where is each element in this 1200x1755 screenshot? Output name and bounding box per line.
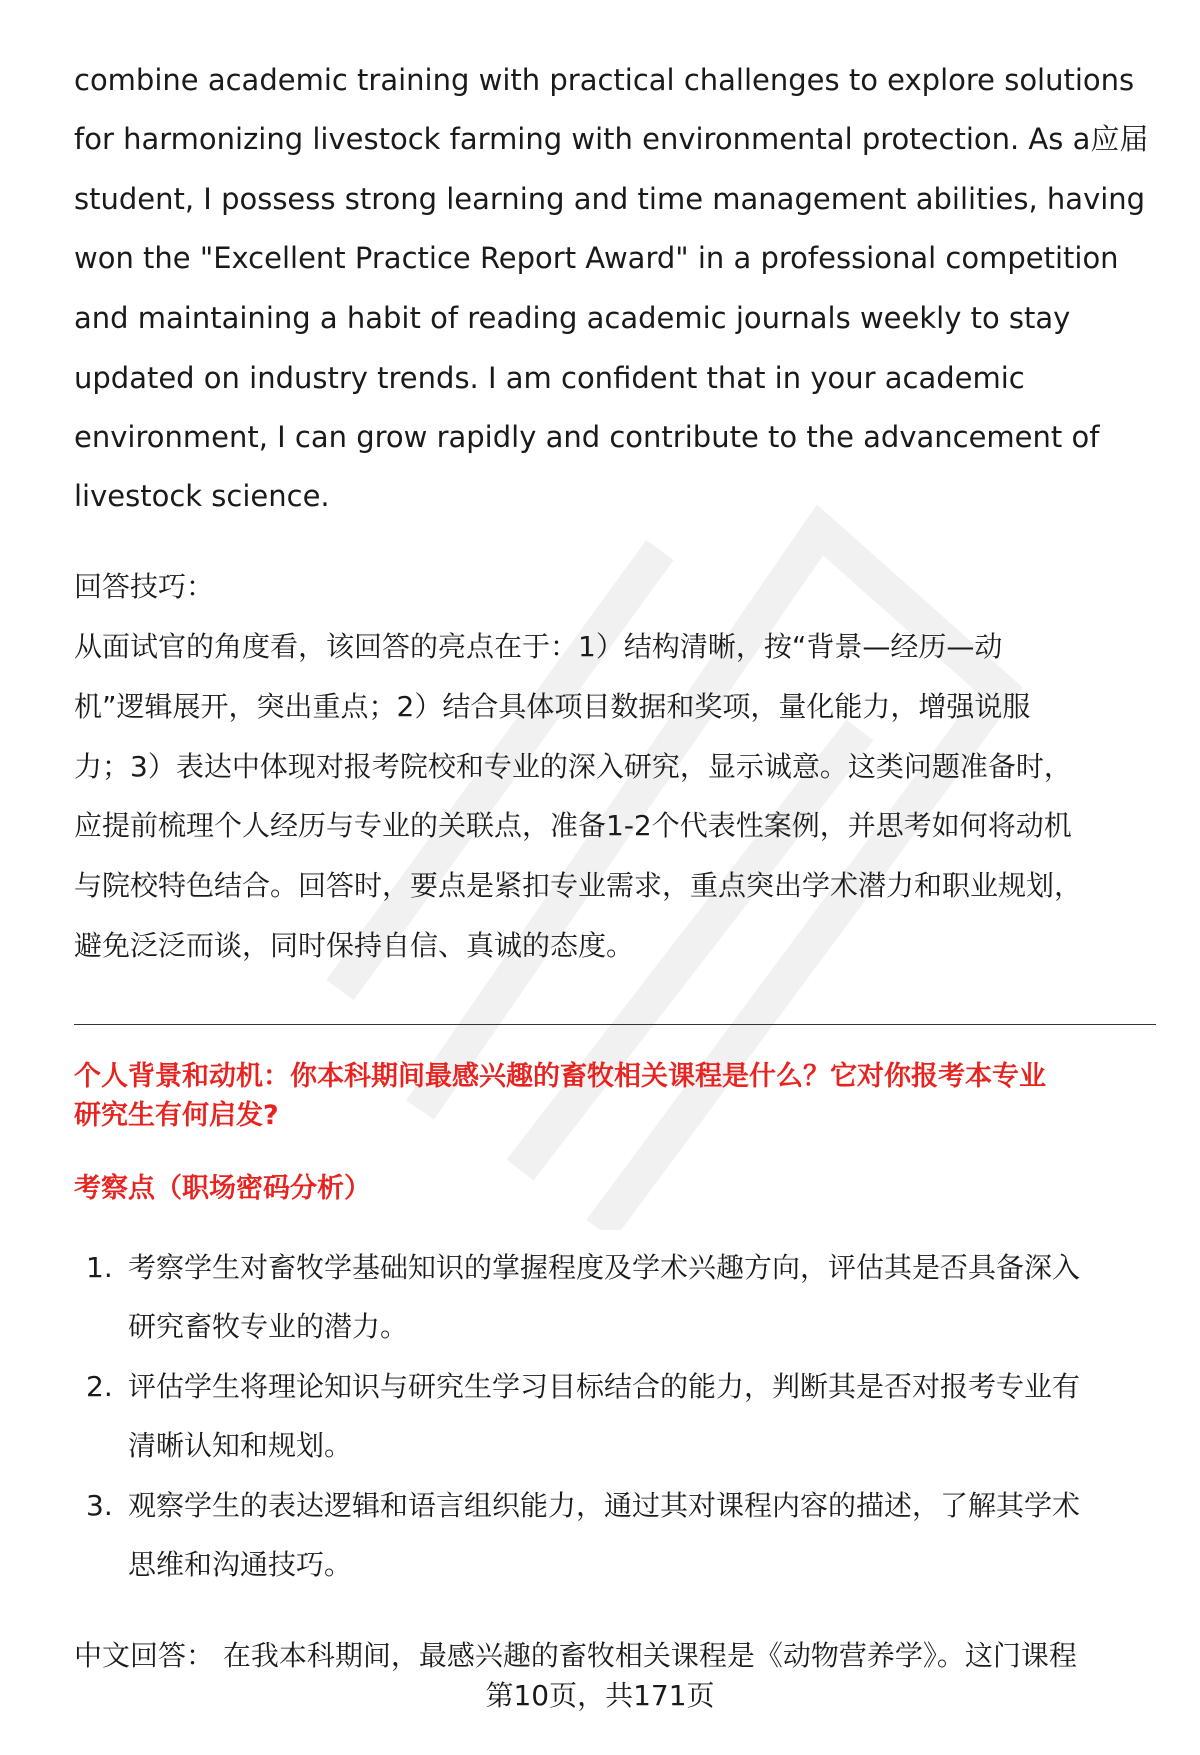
tips-line: 机”逻辑展开，突出重点；2）结合具体项目数据和奖项，量化能力，增强说服 (74, 690, 1031, 723)
watermark (300, 470, 1060, 1230)
list-item: 评估学生将理论知识与研究生学习目标结合的能力，判断其是否对报考专业有 (128, 1370, 1081, 1403)
list-item: 考察学生对畜牧学基础知识的掌握程度及学术兴趣方向，评估其是否具备深入 (128, 1251, 1081, 1284)
list-number: 1. (86, 1251, 113, 1284)
tips-line: 力；3）表达中体现对报考院校和专业的深入研究，显示诚意。这类问题准备时， (74, 750, 1072, 783)
list-number: 2. (86, 1370, 113, 1403)
list-item: 清晰认知和规划。 (128, 1429, 353, 1462)
answer-line: updated on industry trends. I am confident that in your academic (74, 361, 1025, 395)
answer-line: combine academic training with practical challenges to explore solutions (74, 63, 1135, 97)
tips-line: 从面试官的角度看，该回答的亮点在于：1）结构清晰，按“背景—经历—动 (74, 630, 1003, 663)
question-title: 个人背景和动机：你本科期间最感兴趣的畜牧相关课程是什么？它对你报考本专业 (74, 1061, 1046, 1092)
tips-line: 避免泛泛而谈，同时保持自信、真诚的态度。 (74, 929, 635, 962)
answer-line: livestock science. (74, 479, 330, 513)
page-number: 第10页，共171页 (485, 1679, 715, 1712)
answer-line: and maintaining a habit of reading academic journals weekly to stay (74, 301, 1071, 335)
chinese-answer: 中文回答： 在我本科期间，最感兴趣的畜牧相关课程是《动物营养学》。这门课程 (74, 1639, 1077, 1672)
analysis-heading: 考察点（职场密码分析） (74, 1173, 371, 1204)
list-item: 思维和沟通技巧。 (128, 1548, 353, 1581)
list-item: 研究畜牧专业的潜力。 (128, 1310, 409, 1343)
answer-line: student, I possess strong learning and time management abilities, having (74, 182, 1146, 216)
section-divider (74, 1024, 1156, 1025)
list-item: 观察学生的表达逻辑和语言组织能力，通过其对课程内容的描述，了解其学术 (128, 1489, 1081, 1522)
tips-line: 与院校特色结合。回答时，要点是紧扣专业需求，重点突出学术潜力和职业规划， (74, 869, 1083, 902)
question-title: 研究生有何启发? (74, 1100, 279, 1131)
list-number: 3. (86, 1489, 113, 1522)
answer-line: won the "Excellent Practice Report Award" in a professional competition (74, 241, 1119, 275)
answer-line: environment, I can grow rapidly and contribute to the advancement of (74, 420, 1100, 454)
tips-line: 应提前梳理个人经历与专业的关联点，准备1-2个代表性案例，并思考如何将动机 (74, 809, 1072, 842)
answer-line: for harmonizing livestock farming with environmental protection. As a应届 (74, 122, 1149, 156)
tips-heading: 回答技巧： (74, 570, 215, 603)
